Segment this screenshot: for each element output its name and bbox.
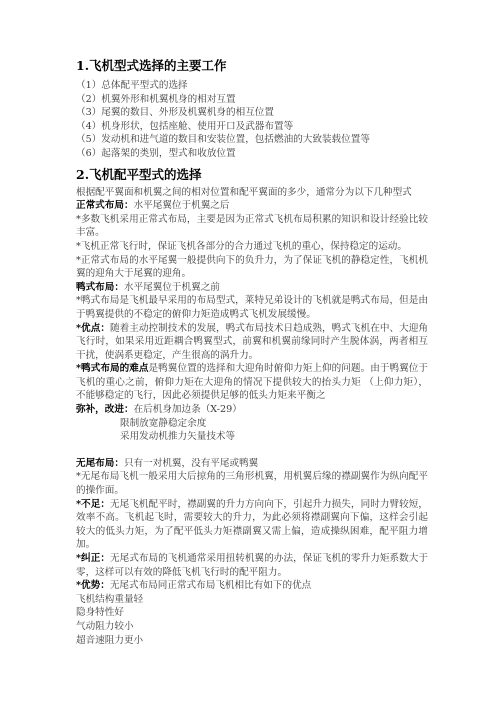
tailless-pros bbox=[76, 579, 428, 593]
list-item: （5）发动机和进气道的数目和安装位置，包括燃油的大致装载位置等 bbox=[76, 134, 370, 146]
tailless-cons bbox=[76, 498, 428, 552]
normal-p2: *飞机正常飞行时，保证飞机各部分的合力通过飞机的重心，保持稳定的运动。 bbox=[76, 240, 407, 252]
canard-layout-label: 鸭式布局： bbox=[76, 281, 124, 293]
section2-intro: 根据配平翼面和机翼之间的相对位置和配平翼面的多少，通常分为以下几种型式 bbox=[76, 186, 412, 198]
canard-fix-2: 采用发动机推力矢量技术等 bbox=[120, 431, 236, 443]
normal-layout-heading bbox=[76, 199, 428, 213]
canard-layout-desc: 水平尾翼位于机翼之前 bbox=[123, 281, 220, 293]
list-item: 飞机结构重量轻 bbox=[76, 593, 144, 605]
tailless-cons-label: *不足： bbox=[76, 498, 110, 510]
list-item: 隐身特性好 bbox=[76, 607, 124, 619]
list-item: 气动阻力较小 bbox=[76, 620, 134, 632]
canard-fix-0: 在后机身加边条（X-29） bbox=[133, 404, 242, 416]
tailless-layout-label: 无尾布局： bbox=[76, 457, 124, 469]
canard-fix-line bbox=[76, 403, 428, 417]
section2-title: 2.飞机配平型式的选择 bbox=[76, 166, 202, 182]
canard-adv-text: 随着主动控制技术的发展，鸭式布局技术日趋成熟，鸭式飞机在中、大迎角飞行时，如果采用近距耦合鸭翼型式，前翼和机翼前缘同时产生脱体涡，两者相互干扰，使涡系更稳定，产生很高的涡升力。 bbox=[76, 322, 428, 361]
tailless-cons-text: 无尾飞机配平时，襟副翼的升力方向向下，引起升力损失，同时力臂较短，效率不高。飞机起飞时，需要较大的升力，为此必须将襟副翼向下偏，这样会引起较大的低头力矩，为了配平低头力矩襟副翼又需上偏，造成操纵困难，配平阻力增加。 bbox=[76, 498, 428, 551]
canard-fix-label: 弥补，改进： bbox=[76, 404, 134, 416]
normal-layout-desc: 水平尾翼位于机翼之后 bbox=[133, 200, 230, 212]
canard-diff-label: *鸭式布局的难点 bbox=[76, 363, 149, 375]
canard-difficulty bbox=[76, 362, 428, 403]
list-item: 超音速阻力更小 bbox=[76, 634, 144, 646]
list-item: （3）尾翼的数目、外形及机翼机身的相互位置 bbox=[76, 107, 274, 119]
normal-layout-label: 正常式布局： bbox=[76, 200, 134, 212]
tailless-corr-text: 无尾式布局的飞机通常采用扭转机翼的办法，保证飞机的零升力矩系数大于零，这样可以有效的降低飞机飞行时的配平阻力。 bbox=[76, 553, 428, 578]
normal-p1: *多数飞机采用正常式布局，主要是因为正常式飞机布局积累的知识和设计经验比较丰富。 bbox=[76, 213, 428, 239]
section1-title: 1.飞机型式选择的主要工作 bbox=[76, 58, 227, 73]
tailless-layout-heading bbox=[76, 457, 428, 471]
canard-adv-label: *优点： bbox=[76, 322, 110, 334]
section1-list bbox=[76, 79, 428, 161]
tailless-correction bbox=[76, 552, 428, 579]
list-item: （4）机身形状，包括座舱、使用开口及武器布置等 bbox=[76, 120, 294, 132]
list-item: （6）起落架的类别，型式和收放位置 bbox=[76, 147, 236, 159]
normal-p3: *正常式布局的水平尾翼一般提供向下的负升力，为了保证飞机的静稳定性，飞机机翼的迎角大于尾翼的迎角。 bbox=[76, 254, 428, 280]
canard-p1: *鸭式布局是飞机最早采用的布局型式，莱特兄弟设计的飞机就是鸭式布局，但是由于鸭翼提供的不稳定的俯仰力矩造成鸭式飞机发展缓慢。 bbox=[76, 295, 428, 320]
tailless-layout-desc: 只有一对机翼，没有平尾或鸭翼 bbox=[123, 457, 259, 469]
spacer bbox=[76, 444, 428, 457]
tailless-p1: *无尾布局飞机一般采用大后掠角的三角形机翼，用机翼后缘的襟副翼作为纵向配平的操作面。 bbox=[76, 471, 428, 497]
list-item: （1）总体配平型式的选择 bbox=[76, 80, 188, 91]
canard-fix-1: 限制放宽静稳定余度 bbox=[120, 417, 207, 429]
list-item: （2）机翼外形和机翼机身的相对互置 bbox=[76, 93, 236, 105]
canard-diff-text: 是鸭翼位置的选择和大迎角时俯仰力矩上仰的问题。由于鸭翼位于飞机的重心之前，俯仰力矩在大迎角的情况下提供较大的抬头力矩 （上仰力矩），不能够稳定的飞行，因此必须提供足够的低头力矩来平衡之 bbox=[76, 363, 428, 402]
document-page bbox=[76, 58, 428, 647]
canard-layout-heading bbox=[76, 281, 428, 295]
tailless-pros-text: 无尾式布局同正常式布局飞机相比有如下的优点 bbox=[109, 580, 312, 592]
tailless-pros-label: *优势： bbox=[76, 580, 110, 592]
tailless-corr-label: *纠正： bbox=[76, 553, 110, 564]
canard-advantages bbox=[76, 322, 428, 363]
